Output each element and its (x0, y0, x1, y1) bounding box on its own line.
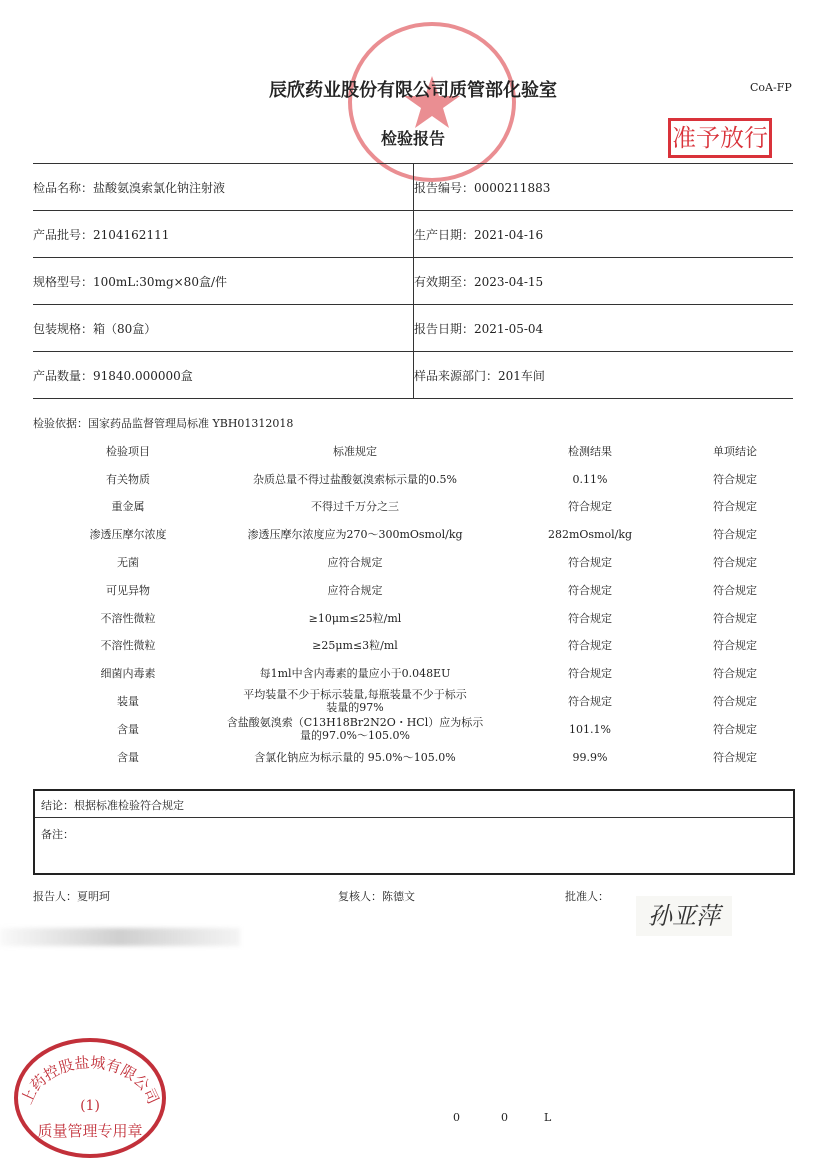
result: 符合规定 (568, 500, 612, 514)
standard: 杂质总量不得过盐酸氨溴索标示量的0.5% (253, 472, 457, 486)
item-conclusion: 符合规定 (713, 611, 757, 625)
standard: ≥10μm≤25粒/ml (308, 611, 402, 625)
item-conclusion: 符合规定 (713, 750, 757, 764)
item-conclusion: 符合规定 (713, 528, 757, 542)
approver: 批准人： (565, 890, 609, 903)
batch-number: 产品批号：2104162111 (33, 228, 170, 242)
footer-mark-2: 0 (501, 1111, 508, 1124)
conclusion-box (33, 789, 795, 875)
production-date: 生产日期：2021-04-16 (414, 228, 544, 242)
result: 符合规定 (568, 611, 612, 625)
sample-source: 样品来源部门：201车间 (414, 369, 545, 383)
test-item: 有关物质 (106, 472, 150, 486)
document-code: CoA-FP (750, 81, 792, 94)
standard: ≥25μm≤3粒/ml (312, 639, 398, 653)
test-item: 渗透压摩尔浓度 (89, 528, 167, 542)
test-basis: 检验依据：国家药品监督管理局标准 YBH01312018 (33, 417, 294, 430)
approver-signature: 孙亚萍 (636, 896, 732, 936)
result: 99.9% (572, 750, 608, 764)
packaging: 包装规格：箱（80盒） (33, 322, 157, 336)
item-conclusion: 符合规定 (713, 555, 757, 569)
quantity: 产品数量：91840.000000盒 (33, 369, 193, 383)
specification: 规格型号：100mL:30mg×80盒/件 (33, 275, 227, 289)
item-conclusion: 符合规定 (713, 667, 757, 681)
standard: 应符合规定 (327, 555, 383, 569)
standard: 含盐酸氨溴索（C13H18Br2N2O・HCl）应为标示 量的97.0%～105.0% (226, 716, 484, 743)
result: 282mOsmol/kg (547, 528, 633, 542)
reporter: 报告人：夏明珂 (33, 890, 110, 903)
test-item: 重金属 (111, 500, 145, 514)
result: 101.1% (569, 722, 611, 736)
test-item: 细菌内毒素 (100, 667, 156, 681)
result: 符合规定 (568, 583, 612, 597)
seal-number: (1) (80, 1098, 100, 1114)
test-item: 装量 (117, 694, 139, 708)
test-item: 含量 (117, 750, 139, 764)
item-conclusion: 符合规定 (713, 500, 757, 514)
item-conclusion: 符合规定 (713, 472, 757, 486)
header-standard: 标准规定 (333, 444, 377, 458)
seal-company-text: 上药控股盐城有限公司 (17, 1053, 163, 1107)
test-item: 含量 (117, 722, 139, 736)
footer-mark-1: 0 (453, 1111, 460, 1124)
scan-smudge (0, 928, 240, 946)
conclusion: 结论：根据标准检验符合规定 (41, 799, 184, 812)
report-date: 报告日期：2021-05-04 (414, 322, 544, 336)
result: 0.11% (572, 472, 608, 486)
result: 符合规定 (568, 694, 612, 708)
result: 符合规定 (568, 639, 612, 653)
standard: 渗透压摩尔浓度应为270～300mOsmol/kg (247, 528, 463, 542)
expiry-date: 有效期至：2023-04-15 (414, 275, 544, 289)
header-item: 检验项目 (106, 444, 150, 458)
item-conclusion: 符合规定 (713, 583, 757, 597)
standard: 应符合规定 (327, 583, 383, 597)
result: 符合规定 (568, 667, 612, 681)
item-conclusion: 符合规定 (713, 722, 757, 736)
company-lab-title: 辰欣药业股份有限公司质管部化验室 (269, 80, 557, 101)
item-conclusion: 符合规定 (713, 639, 757, 653)
release-approved-stamp: 准予放行 (668, 118, 772, 158)
header-conclusion: 单项结论 (713, 444, 757, 458)
seal-footer: 质量管理专用章 (37, 1122, 143, 1140)
product-name: 检品名称：盐酸氨溴索氯化钠注射液 (33, 181, 226, 195)
test-item: 可见异物 (106, 583, 150, 597)
test-item: 不溶性微粒 (100, 639, 156, 653)
header-result: 检测结果 (568, 444, 612, 458)
quality-management-seal (12, 1036, 172, 1161)
standard: 每1ml中含内毒素的量应小于0.048EU (259, 667, 451, 681)
reviewer: 复核人：陈德文 (338, 890, 415, 903)
result: 符合规定 (568, 555, 612, 569)
standard: 平均装量不少于标示装量,每瓶装量不少于标示 装量的97% (243, 688, 467, 715)
item-conclusion: 符合规定 (713, 694, 757, 708)
report-number: 报告编号：0000211883 (414, 181, 551, 195)
standard: 不得过千万分之三 (311, 500, 399, 514)
footer-mark-3: L (544, 1111, 552, 1124)
test-item: 不溶性微粒 (100, 611, 156, 625)
standard: 含氯化钠应为标示量的 95.0%～105.0% (254, 750, 456, 764)
report-title: 检验报告 (380, 129, 445, 148)
remarks: 备注： (41, 828, 74, 841)
test-item: 无菌 (117, 555, 139, 569)
